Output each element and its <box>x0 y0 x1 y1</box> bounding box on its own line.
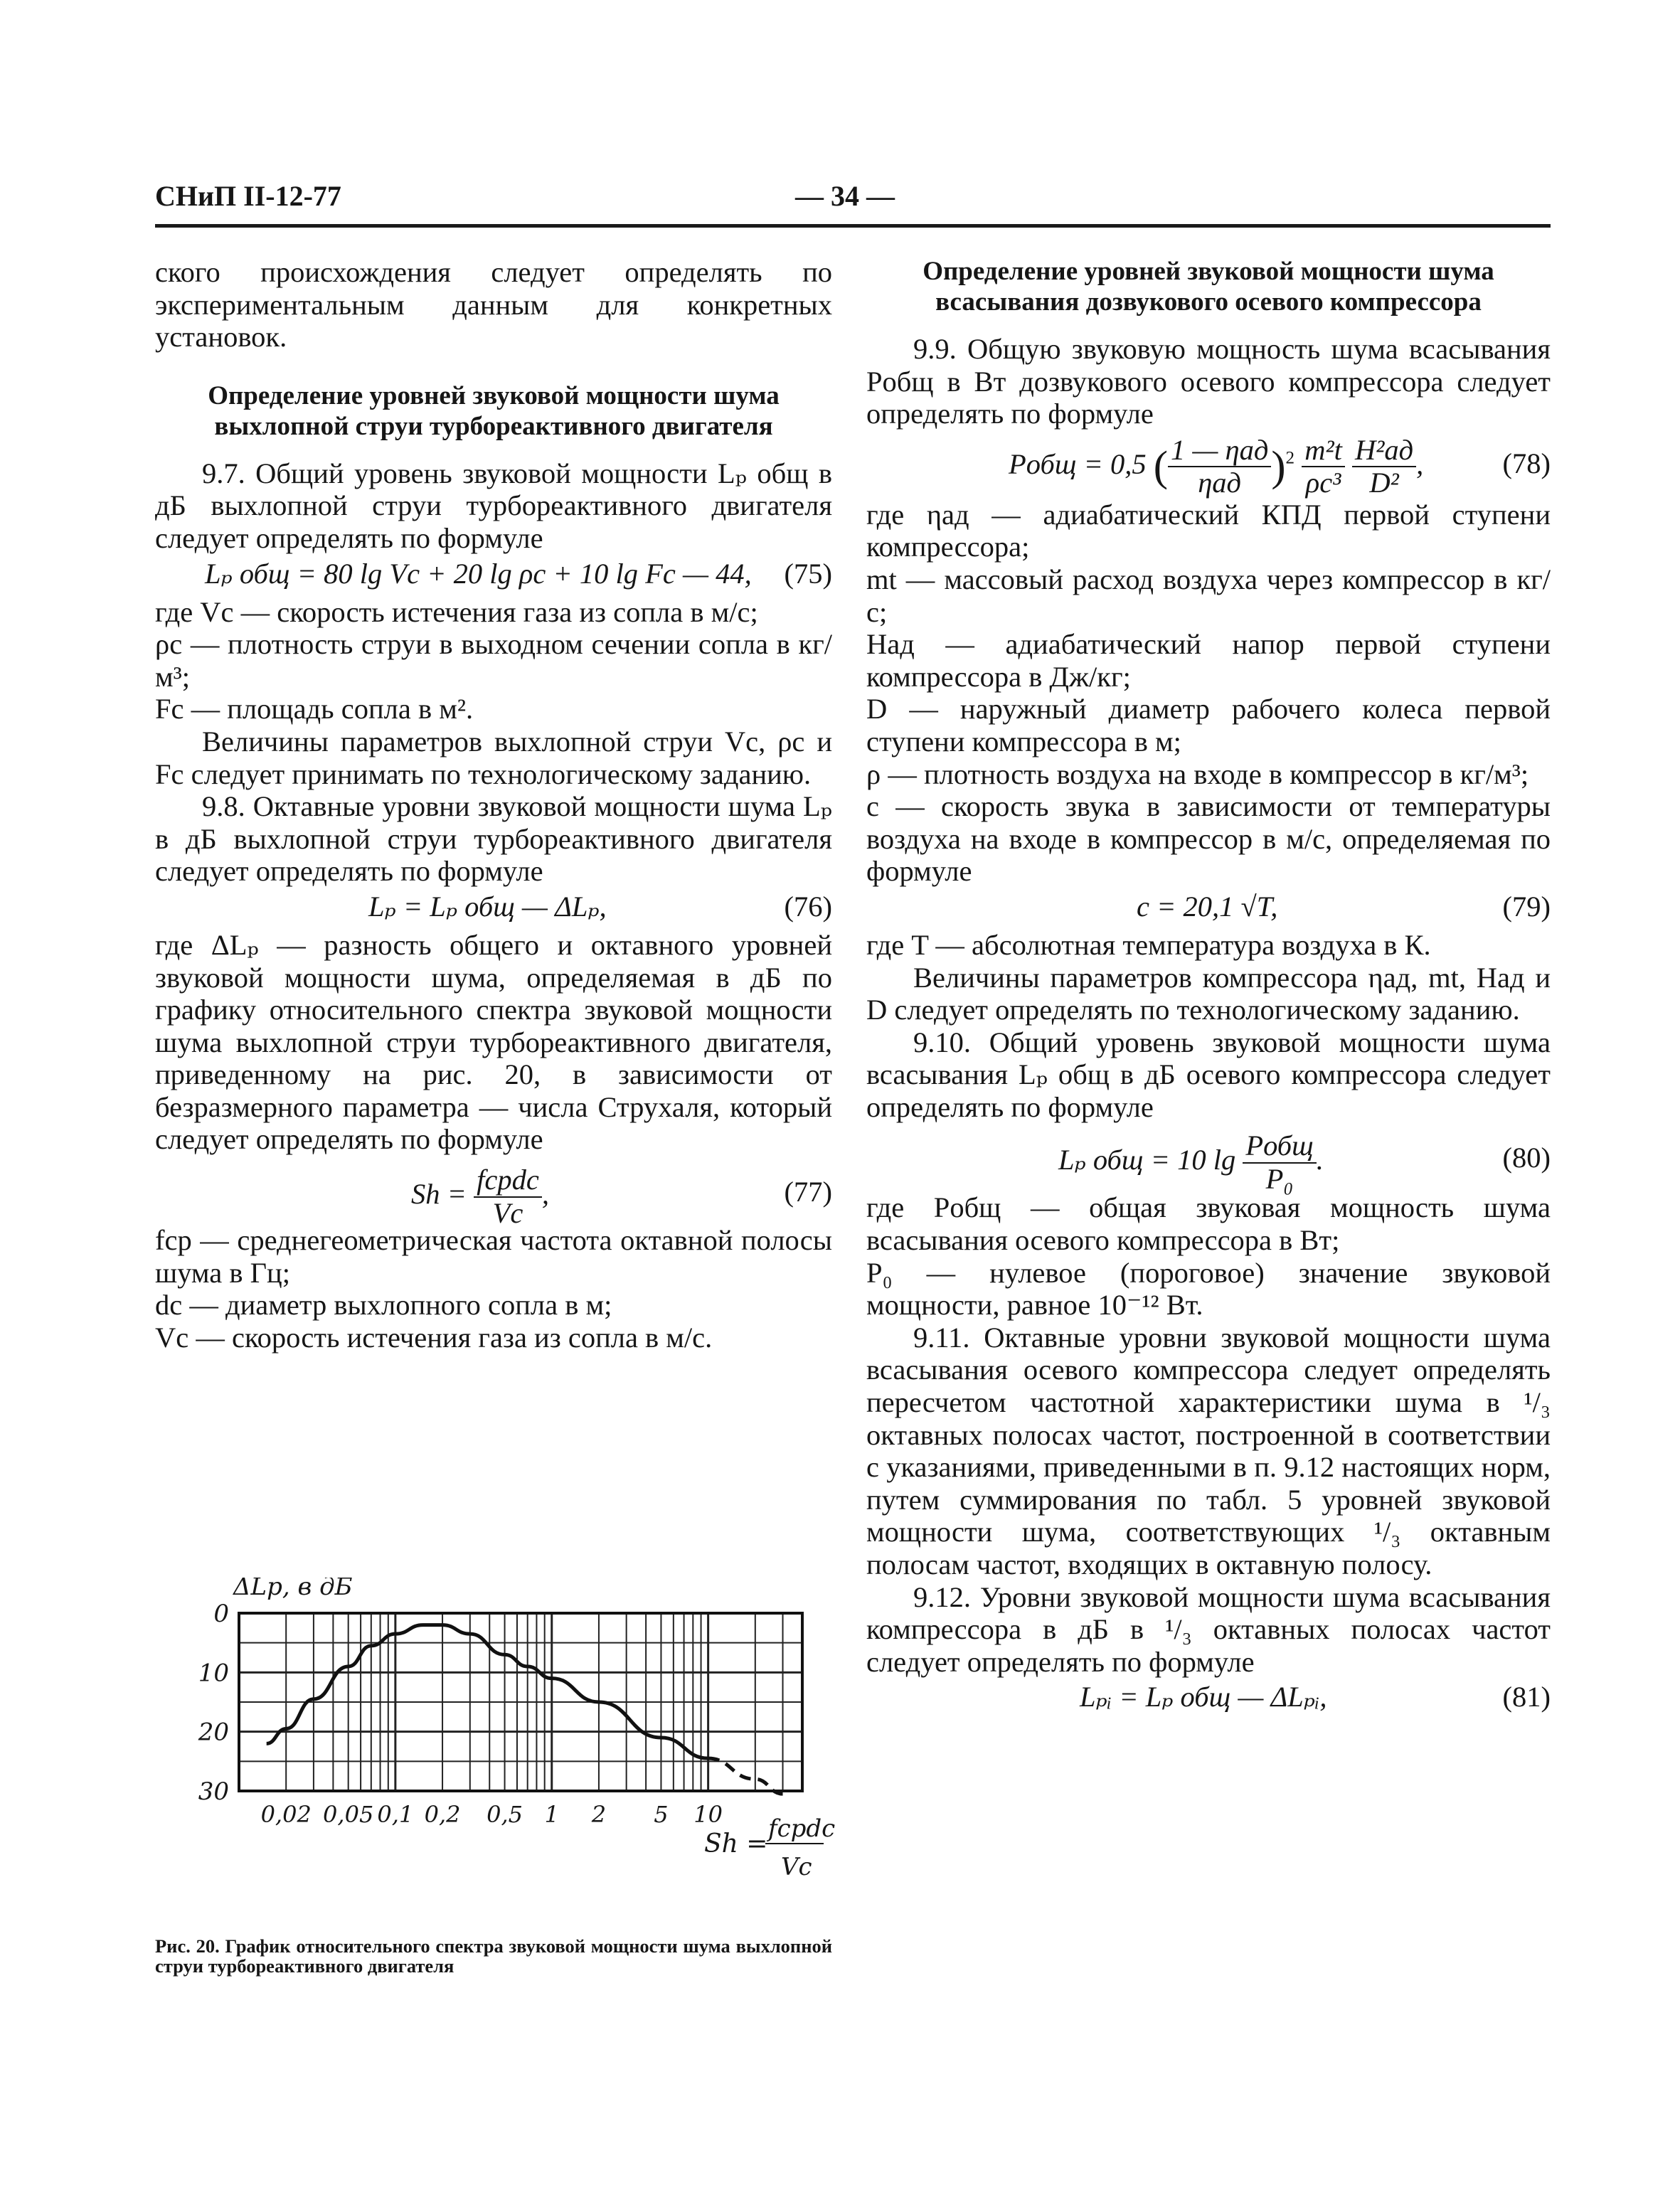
definition-rho-air: ρ — плотность воздуха на входе в компрессор в кг/м³; <box>866 757 1529 790</box>
definition-had: Hад — адиабатический напор первой ступени компрессора в Дж/кг; <box>866 628 1551 693</box>
formula-80: Lₚ общ = 10 lg $\frac{\text{Pобщ}}{\text{P₀}}$ . (80) <box>1058 1129 1551 1195</box>
formula-76-expression: Lₚ = Lₚ общ — ΔLₚ, <box>368 890 607 923</box>
clause-9-7: 9.7. Общий уровень звуковой мощности Lₚ общ в дБ выхлопной струи турбореактивного двигателя следует определять по формуле <box>155 457 832 554</box>
chart-svg <box>155 1578 838 1905</box>
definition-dc: dc — диаметр выхлопного сопла в м; <box>155 1289 612 1322</box>
definition-t: где T — абсолютная температура воздуха в К. <box>866 928 1431 961</box>
intro-paragraph: ского происхождения следует определять по экспериментальным данным для конкретных установок. <box>155 256 832 353</box>
formula-79 <box>866 888 1551 929</box>
section-heading-jet: Определение уровней звуковой мощности шума выхлопной струи турбореактивного двигателя <box>208 381 780 441</box>
definition-vc-2: Vc — скорость истечения газа из сопла в м/с. <box>155 1321 713 1354</box>
x-tick-label: 0,1 <box>377 1801 414 1828</box>
definition-mt: mt — массовый расход воздуха через компрессор в кг/с; <box>866 563 1551 628</box>
definition-fcp: fср — среднегеометрическая частота октавной полосы шума в Гц; <box>155 1224 832 1289</box>
clause-9-11: 9.11. Октавные уровни звуковой мощности шума всасывания осевого компрессора следует определять пересчетом частотной характеристики шума в ¹/₃ октавных полосах частот, построенной в соответствии с указаниями, приведенными в п. 9.12 настоящих норм, путем суммирования по табл. 5 уровней звуковой мощности шума, соответствующих ¹/₃ октавным полосам частот, входящих в октавную полосу. <box>866 1321 1551 1580</box>
y-tick-label: 30 <box>198 1777 229 1806</box>
definition-delta-l: где ΔLₚ — разность общего и октавного уровней звуковой мощности шума, определяемая в дБ по графику относительного спектра звуковой мощности шума выхлопной струи турбореактивного двигателя, приведенному на рис. 20, в зависимости от безразмерного параметра — числа Струхаля, который следует определять по формуле <box>155 928 832 1156</box>
chart-x-label-numerator: fсрdс <box>768 1814 836 1843</box>
formula-75 <box>155 555 832 596</box>
definition-eta: где ηад — адиабатический КПД первой ступени компрессора; <box>866 498 1551 563</box>
formula-81-number: (81) <box>1502 1681 1551 1713</box>
definition-p0: P₀ — нулевое (пороговое) значение звуковой мощности, равное 10⁻¹² Вт. <box>866 1256 1551 1322</box>
formula-77-lhs: Sh = <box>411 1177 467 1210</box>
x-tick-label: 1 <box>544 1801 559 1828</box>
definition-d: D — наружный диаметр рабочего колеса первой ступени компрессора в м; <box>866 693 1551 757</box>
chart-x-ticks <box>261 1801 723 1828</box>
formula-81 <box>866 1678 1551 1719</box>
section-heading-compressor: Определение уровней звуковой мощности шума всасывания дозвукового осевого компрессора <box>923 257 1494 317</box>
formula-78-fraction-mass: $\frac{\text{m²t}}{\text{ρc³}}$ <box>1302 436 1345 498</box>
formula-75-expression: Lₚ общ = 80 lg Vc + 20 lg ρc + 10 lg Fc — 44, <box>205 557 752 590</box>
formula-77-fraction <box>474 1166 542 1228</box>
chart-x-label <box>704 1814 835 1881</box>
chart-y-ticks <box>198 1600 229 1806</box>
chart-y-label: ΔLр, в дБ <box>233 1578 353 1601</box>
formula-78-fraction-eta: $\frac{\text{1 — ηад}}{\text{ηад}}$ <box>1168 436 1271 498</box>
formula-77-numerator: fсрdc <box>474 1166 542 1198</box>
y-tick-label: 10 <box>198 1659 229 1688</box>
formula-77: Sh = $\frac{\text{fсрdc}}{Vc}$ , (77) <box>411 1164 832 1229</box>
formula-78-fraction-head: $\frac{\text{H²ад}}{\text{D²}}$ <box>1352 436 1416 498</box>
formula-79-number: (79) <box>1502 890 1551 923</box>
clause-9-8: 9.8. Октавные уровни звуковой мощности шума Lₚ в дБ выхлопной струи турбореактивного двигателя следует определять по формуле <box>155 790 832 888</box>
chart-lines <box>267 1625 783 1795</box>
paragraph-compressor-params: Величины параметров компрессора ηад, mt, Hад и D следует определять по технологическому заданию. <box>866 961 1551 1026</box>
paragraph-jet-params: Величины параметров выхлопной струи Vc, ρc и Fc следует принимать по технологическому заданию. <box>155 725 832 790</box>
definition-fc: Fc — площадь сопла в м². <box>155 693 474 725</box>
header-rule <box>155 224 1551 228</box>
definition-rho: ρc — плотность струи в выходном сечении сопла в кг/м³; <box>155 628 832 693</box>
spectrum-curve-dashed <box>708 1758 783 1794</box>
right-column <box>866 256 1551 1719</box>
chart-x-label-lhs: Sh = <box>704 1829 768 1859</box>
formula-81-expression: Lₚᵢ = Lₚ общ — ΔLₚᵢ, <box>1080 1681 1327 1713</box>
x-tick-label: 0,2 <box>424 1801 461 1828</box>
document-code: СНиП II-12-77 <box>155 180 341 212</box>
figure-20-chart <box>155 1578 838 1905</box>
clause-9-9: 9.9. Общую звуковую мощность шума всасывания Pобщ в Вт дозвукового осевого компрессора следует определять по формуле <box>866 333 1551 430</box>
left-column <box>155 256 832 1354</box>
formula-77-denominator: Vc <box>492 1196 523 1229</box>
y-tick-label: 0 <box>213 1600 229 1628</box>
formula-77-number: (77) <box>784 1176 832 1208</box>
x-tick-label: 2 <box>591 1801 607 1828</box>
chart-grid <box>239 1613 802 1791</box>
formula-80-lhs: Lₚ общ = 10 lg <box>1058 1144 1236 1176</box>
x-tick-label: 10 <box>693 1801 723 1828</box>
clause-9-10: 9.10. Общий уровень звуковой мощности шума всасывания Lₚ общ в дБ осевого компрессора следует определять по формуле <box>866 1026 1551 1123</box>
x-tick-label: 0,5 <box>487 1801 523 1828</box>
formula-80-number: (80) <box>1502 1142 1551 1174</box>
formula-78: Pобщ = 0,5 ( $\frac{\text{1 — ηад}}{\text{ηад}}$ )$^2$ $\frac{\text{m²t}}{\text{ρc³}}$ $\frac{\text{H²ад}}{\text{D²}}$ , (78) <box>1009 433 1551 499</box>
clause-9-12: 9.12. Уровни звуковой мощности шума всасывания компрессора в дБ в ¹/₃ октавных полосах частот следует определять по формуле <box>866 1580 1551 1678</box>
figure-20-caption: Рис. 20. График относительного спектра звуковой мощности шума выхлопной струи турбореактивного двигателя <box>155 1935 832 1977</box>
chart-x-label-denominator: Vс <box>781 1853 812 1881</box>
formula-76 <box>155 888 832 929</box>
formula-75-number: (75) <box>784 557 832 590</box>
definition-c: c — скорость звука в зависимости от температуры воздуха на входе в компрессор в м/с, определяемая по формуле <box>866 790 1551 888</box>
x-tick-label: 0,05 <box>323 1801 374 1828</box>
page-header <box>155 179 1549 215</box>
formula-79-expression: c = 20,1 √T, <box>1137 890 1278 923</box>
y-tick-label: 20 <box>198 1718 229 1747</box>
definition-vc: где Vc — скорость истечения газа из сопла в м/с; <box>155 595 758 628</box>
x-tick-label: 0,02 <box>260 1801 312 1828</box>
page-number: — 34 — <box>795 180 895 212</box>
formula-76-number: (76) <box>784 890 832 923</box>
x-tick-label: 5 <box>654 1801 669 1828</box>
formula-78-lhs: Pобщ = 0,5 <box>1009 447 1147 480</box>
definition-pobsh: где Pобщ — общая звуковая мощность шума всасывания осевого компрессора в Вт; <box>866 1191 1551 1257</box>
formula-78-number: (78) <box>1502 447 1551 479</box>
formula-80-fraction: $\frac{\text{Pобщ}}{\text{P₀}}$ <box>1243 1132 1316 1193</box>
